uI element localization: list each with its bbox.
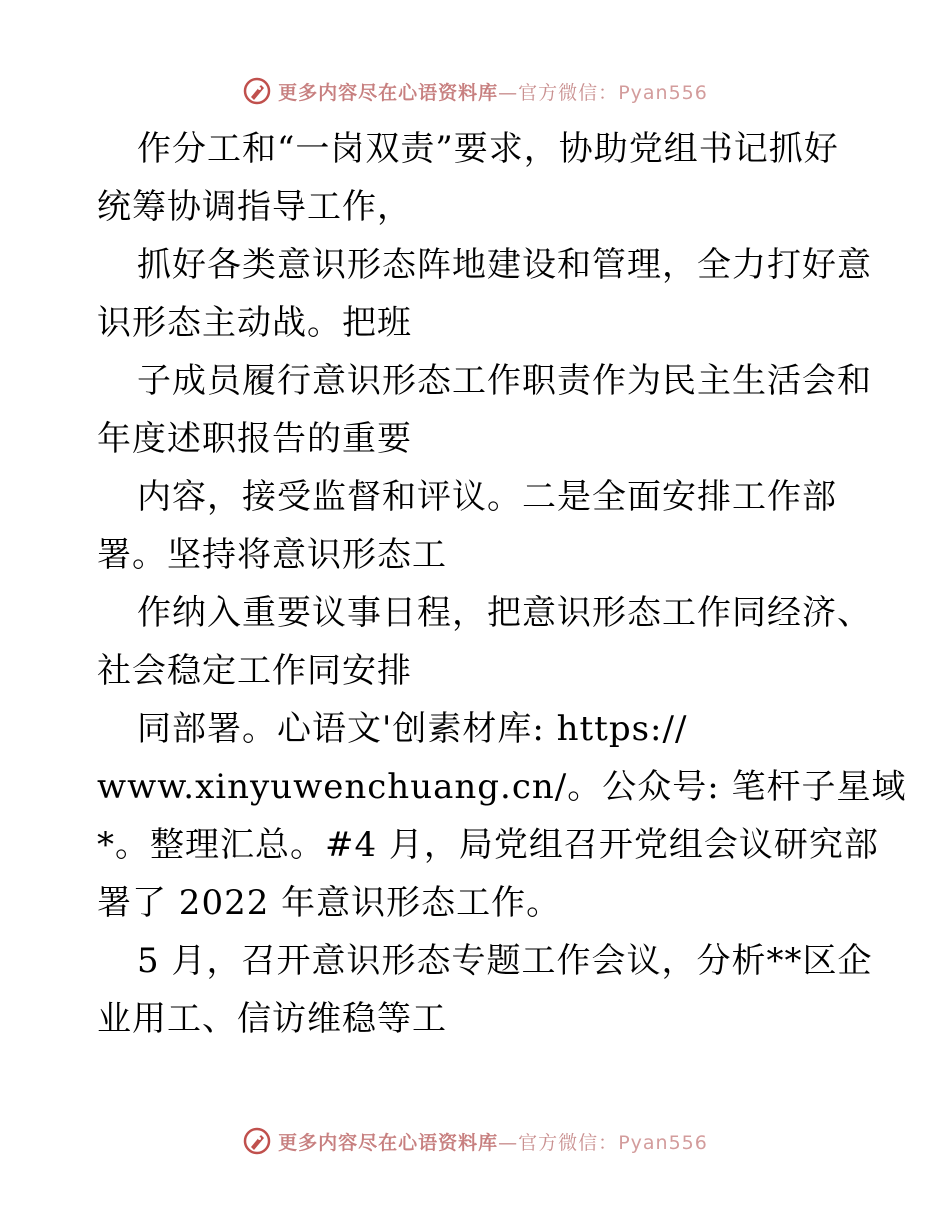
body-line: 署。坚持将意识形态工 <box>97 535 447 575</box>
pen-nib-logo-icon <box>242 1126 272 1156</box>
body-line: 社会稳定工作同安排 <box>97 651 412 691</box>
body-line: 业用工、信访维稳等工 <box>97 999 447 1039</box>
document-body <box>97 120 907 1048</box>
body-line: www.xinyuwenchuang.cn/。公众号: 笔杆子星域 <box>97 767 907 807</box>
header-watermark <box>0 71 950 111</box>
body-line: 子成员履行意识形态工作职责作为民主生活会和 <box>137 361 872 401</box>
pen-nib-logo-icon <box>242 76 272 106</box>
watermark-id-text: Pyan556 <box>618 1131 708 1154</box>
body-line: 作纳入重要议事日程，把意识形态工作同经济、 <box>137 593 872 633</box>
footer-watermark <box>0 1121 950 1161</box>
body-line: 5 月，召开意识形态专题工作会议，分析**区企 <box>137 941 873 981</box>
watermark-main-text: 更多内容尽在心语资料库 <box>278 1131 499 1154</box>
body-line: *。整理汇总。#4 月，局党组召开党组会议研究部 <box>97 825 879 865</box>
watermark-main-text: 更多内容尽在心语资料库 <box>278 81 499 104</box>
body-line: 识形态主动战。把班 <box>97 303 412 343</box>
body-line: 年度述职报告的重要 <box>97 419 412 459</box>
watermark-separator: — <box>498 81 519 104</box>
footer-watermark-text <box>278 1128 708 1155</box>
body-line: 统筹协调指导工作， <box>97 187 412 227</box>
watermark-tail-text: 官方微信： <box>518 81 619 104</box>
body-line: 内容，接受监督和评议。二是全面安排工作部 <box>137 477 837 517</box>
watermark-id-text: Pyan556 <box>618 81 708 104</box>
body-line: 抓好各类意识形态阵地建设和管理，全力打好意 <box>137 245 872 285</box>
watermark-separator: — <box>498 1131 519 1154</box>
body-line: 同部署。心语文'创素材库: https:// <box>137 709 688 749</box>
watermark-tail-text: 官方微信： <box>518 1131 619 1154</box>
header-watermark-text <box>278 78 708 105</box>
body-line: 署了 2022 年意识形态工作。 <box>97 883 562 923</box>
body-line: 作分工和“一岗双责”要求，协助党组书记抓好 <box>137 129 839 169</box>
